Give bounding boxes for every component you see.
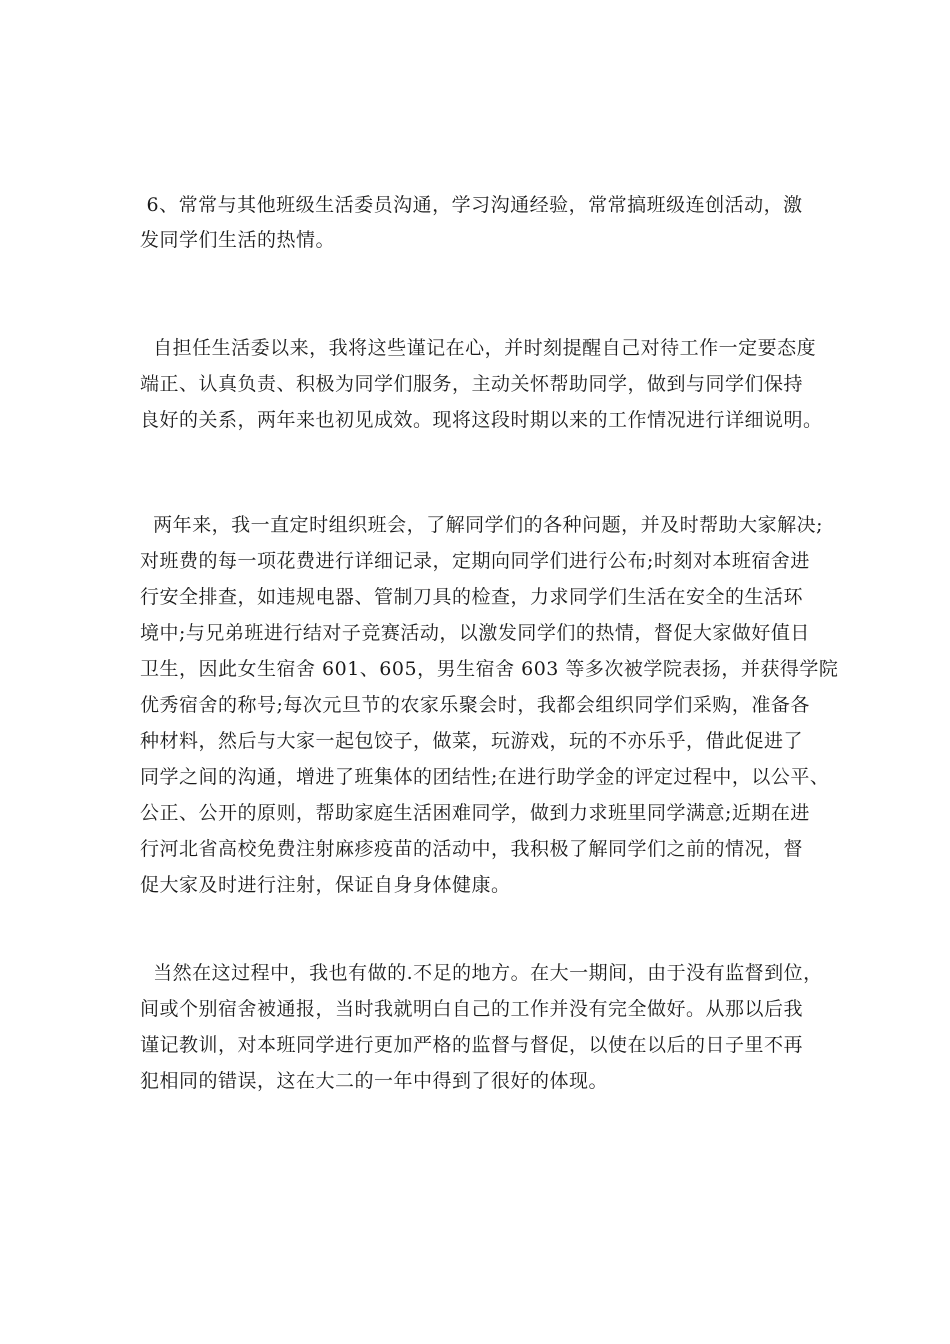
paragraph-line: 6、常常与其他班级生活委员沟通，学习沟通经验，常常搞班级连创活动，激 xyxy=(140,194,803,216)
paragraph-line: 行河北省高校免费注射麻疹疫苗的活动中，我积极了解同学们之前的情况，督 xyxy=(140,838,804,860)
paragraph-line: 当然在这过程中，我也有做的.不足的地方。在大一期间，由于没有监督到位， xyxy=(140,962,823,984)
paragraph-line: 犯相同的错误，这在大二的一年中得到了很好的体现。 xyxy=(140,1070,609,1092)
paragraph-line: 公正、公开的原则，帮助家庭生活困难同学，做到力求班里同学满意;近期在进 xyxy=(140,802,810,824)
paragraph-line: 端正、认真负责、积极为同学们服务，主动关怀帮助同学，做到与同学们保持 xyxy=(140,373,804,395)
paragraph-line: 促大家及时进行注射，保证自身身体健康。 xyxy=(140,874,511,896)
paragraph-line: 谨记教训，对本班同学进行更加严格的监督与督促，以使在以后的日子里不再 xyxy=(140,1034,804,1056)
paragraph-line: 卫生，因此女生宿舍 601、605，男生宿舍 603 等多次被学院表扬，并获得学院 xyxy=(140,658,839,680)
paragraph-line: 同学之间的沟通，增进了班集体的团结性;在进行助学金的评定过程中，以公平、 xyxy=(140,766,830,788)
paragraph-line: 种材料，然后与大家一起包饺子，做菜，玩游戏，玩的不亦乐乎，借此促进了 xyxy=(140,730,804,752)
paragraph-line: 对班费的每一项花费进行详细记录，定期向同学们进行公布;时刻对本班宿舍进 xyxy=(140,550,810,572)
paragraph-line: 间或个别宿舍被通报，当时我就明白自己的工作并没有完全做好。从那以后我 xyxy=(140,998,804,1020)
paragraph-line: 优秀宿舍的称号;每次元旦节的农家乐聚会时，我都会组织同学们采购，准备各 xyxy=(140,694,810,716)
paragraph-line: 境中;与兄弟班进行结对子竞赛活动，以激发同学们的热情，督促大家做好值日 xyxy=(140,622,810,644)
paragraph-line: 两年来，我一直定时组织班会，了解同学们的各种问题，并及时帮助大家解决; xyxy=(140,514,823,536)
paragraph-line: 行安全排查，如违规电器、管制刀具的检查，力求同学们生活在安全的生活环 xyxy=(140,586,804,608)
paragraph-line: 发同学们生活的热情。 xyxy=(140,229,336,251)
paragraph-line: 自担任生活委以来，我将这些谨记在心，并时刻提醒自己对待工作一定要态度 xyxy=(140,337,817,359)
paragraph-line: 良好的关系，两年来也初见成效。现将这段时期以来的工作情况进行详细说明。 xyxy=(140,409,823,431)
